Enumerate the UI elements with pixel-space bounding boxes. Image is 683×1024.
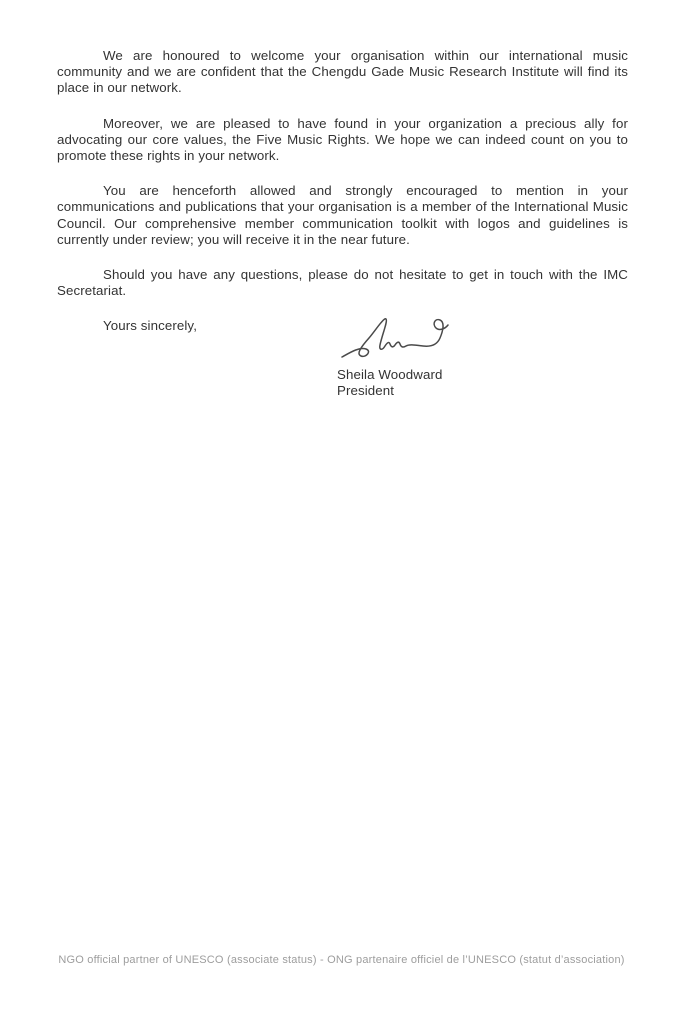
signature-block bbox=[337, 305, 628, 400]
signatory-name: Sheila Woodward bbox=[337, 366, 443, 382]
letter-paragraph-4: Should you have any questions, please do not hesitate to get in touch with the IMC Secretariat. bbox=[57, 267, 628, 299]
letter-body bbox=[57, 48, 628, 400]
closing-salutation: Yours sincerely, bbox=[103, 318, 197, 334]
letter-paragraph-3: You are henceforth allowed and strongly encouraged to mention in your communications and publications that your organisation is a member of the International Music Council. Our comprehensive member communication toolkit with logos and guidelines is currently under review; you will receive it in the near future. bbox=[57, 183, 628, 247]
letter-paragraph-2: Moreover, we are pleased to have found in your organization a precious ally for advocating our core values, the Five Music Rights. We hope we can indeed count on you to promote these rights in your network. bbox=[57, 115, 628, 164]
handwritten-signature-icon bbox=[339, 305, 454, 367]
signatory-title: President bbox=[337, 383, 395, 399]
letter-paragraph-1: We are honoured to welcome your organisation within our international music community and we are confident that the Chengdu Gade Music Research Institute will find its place in our network. bbox=[57, 48, 628, 96]
page-footer: NGO official partner of UNESCO (associate status) - ONG partenaire officiel de l’UNESCO (statut d’association) bbox=[58, 954, 625, 966]
